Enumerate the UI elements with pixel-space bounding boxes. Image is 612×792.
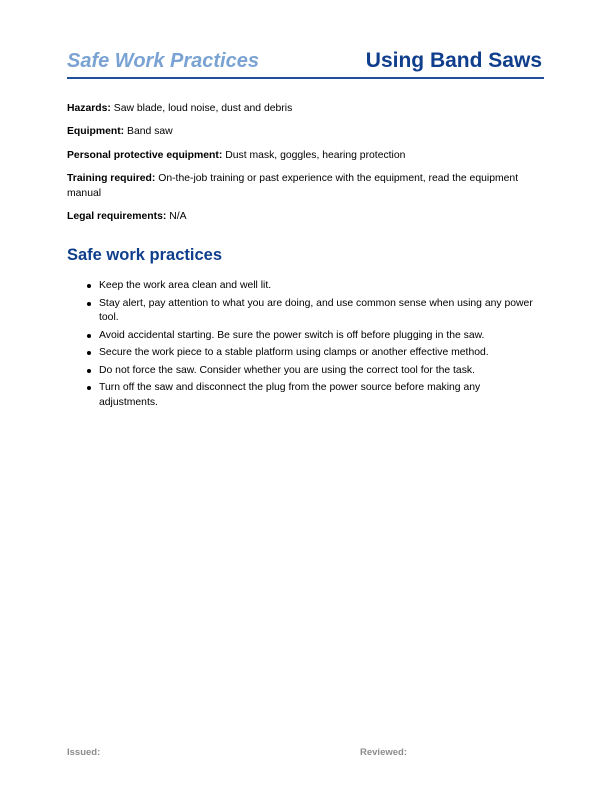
list-item bbox=[67, 297, 537, 326]
field-training bbox=[67, 172, 537, 201]
list-item-text: Do not force the saw. Consider whether you are using the correct tool for the task. bbox=[99, 364, 475, 376]
list-item-text: Turn off the saw and disconnect the plug from the power source before making any adjustments. bbox=[99, 382, 481, 408]
bullet-icon bbox=[87, 386, 91, 390]
bullet-icon bbox=[87, 369, 91, 373]
field-label: Equipment: bbox=[67, 126, 125, 137]
bullet-icon bbox=[87, 334, 91, 338]
field-hazards bbox=[67, 102, 537, 117]
field-label: Training required: bbox=[67, 173, 156, 184]
list-item bbox=[67, 279, 537, 294]
list-item bbox=[67, 346, 537, 361]
list-item-text: Avoid accidental starting. Be sure the power switch is off before plugging in the saw. bbox=[99, 329, 485, 341]
list-item bbox=[67, 329, 537, 344]
field-legal bbox=[67, 210, 537, 225]
field-label: Hazards: bbox=[67, 103, 111, 114]
field-value: Band saw bbox=[127, 126, 173, 137]
list-item bbox=[67, 381, 537, 410]
footer-reviewed-label: Reviewed: bbox=[360, 747, 407, 758]
page-header bbox=[67, 47, 544, 79]
list-item bbox=[67, 364, 537, 379]
field-ppe bbox=[67, 149, 537, 164]
field-value: Saw blade, loud noise, dust and debris bbox=[113, 103, 293, 114]
document-category-title: Safe Work Practices bbox=[67, 50, 259, 72]
field-value: Dust mask, goggles, hearing protection bbox=[225, 150, 406, 161]
document-title: Using Band Saws bbox=[365, 49, 542, 72]
field-value: On-the-job training or past experience with the equipment, read the equipment manual bbox=[67, 173, 519, 199]
field-label: Legal requirements: bbox=[67, 211, 167, 222]
field-value: N/A bbox=[169, 211, 187, 222]
section-heading: Safe work practices bbox=[67, 246, 222, 264]
field-equipment bbox=[67, 125, 537, 140]
footer-issued-label: Issued: bbox=[67, 747, 101, 758]
list-item-text: Stay alert, pay attention to what you are doing, and use common sense when using any power tool. bbox=[99, 297, 533, 323]
practices-list bbox=[67, 279, 537, 413]
list-item-text: Keep the work area clean and well lit. bbox=[99, 280, 272, 291]
bullet-icon bbox=[87, 302, 91, 306]
field-label: Personal protective equipment: bbox=[67, 150, 223, 161]
bullet-icon bbox=[87, 351, 91, 355]
list-item-text: Secure the work piece to a stable platform using clamps or another effective method. bbox=[99, 347, 489, 358]
bullet-icon bbox=[87, 284, 91, 288]
